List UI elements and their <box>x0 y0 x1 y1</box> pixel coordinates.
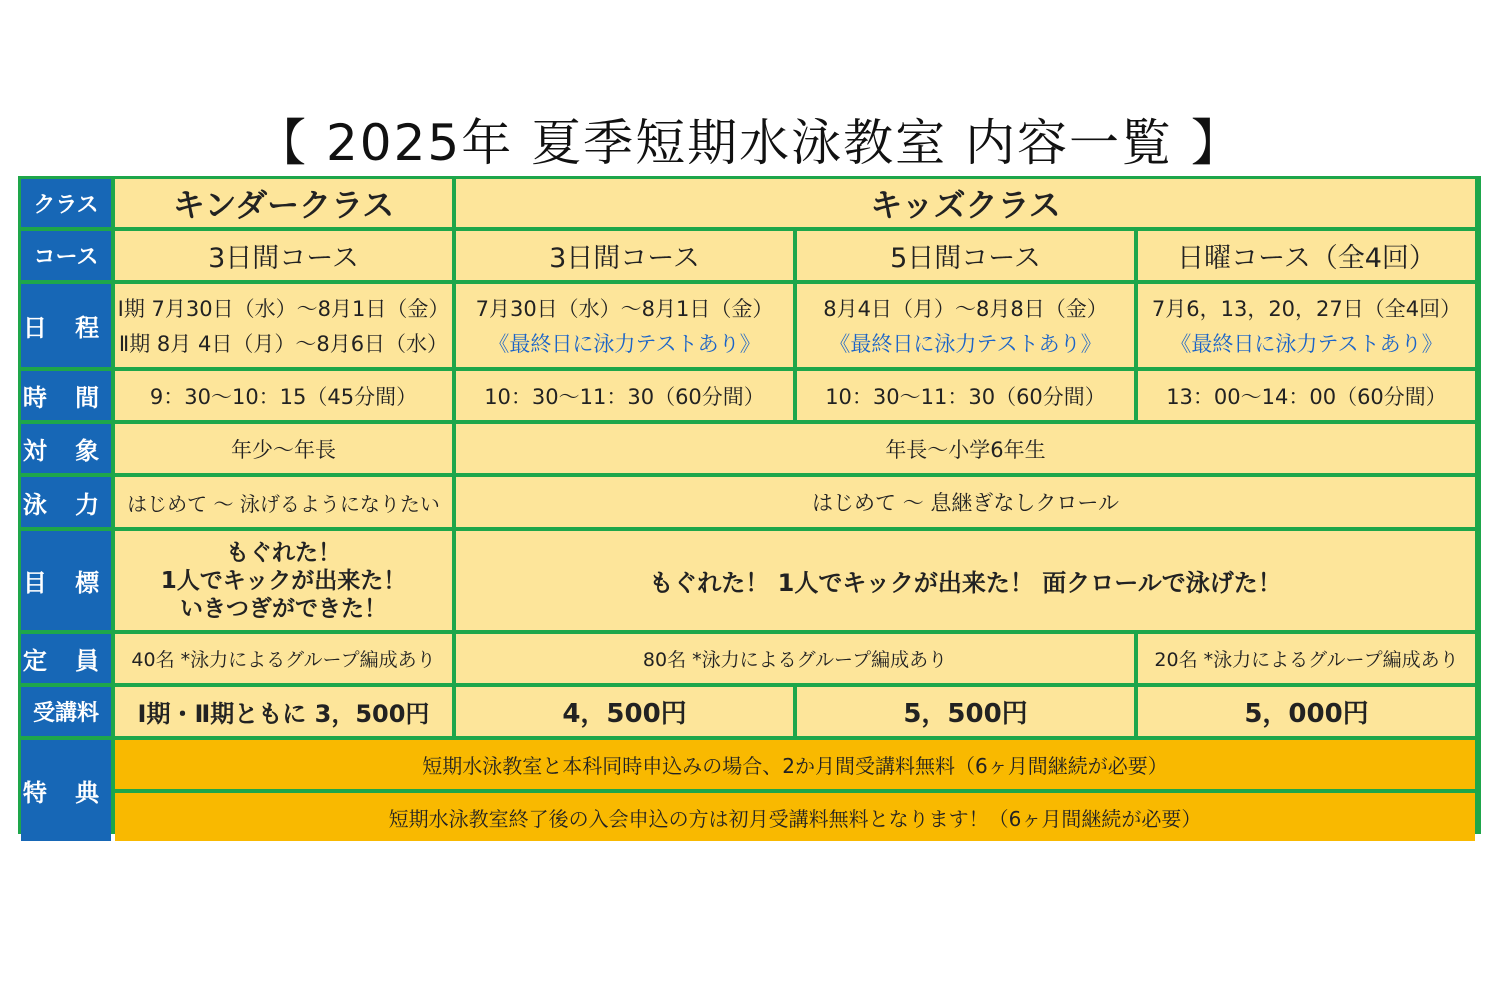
kinder-course-3day: 3日間コース <box>115 231 452 280</box>
row-label-schedule: 日 程 <box>21 284 111 367</box>
kinder-goal-line2: 1人でキックが出来た！ <box>160 567 407 594</box>
kinder-schedule-period2: Ⅱ期 8月 4日（月）～8月6日（水） <box>118 332 449 357</box>
kids-weekday-capacity: 80名 *泳力によるグループ編成あり <box>456 634 1134 683</box>
row-label-goal: 目 標 <box>21 531 111 630</box>
kinder-goal-cell <box>115 531 452 630</box>
kids-sunday-capacity: 20名 *泳力によるグループ編成あり <box>1138 634 1475 683</box>
kids-course-sunday: 日曜コース（全4回） <box>1138 231 1475 280</box>
page-title: 【 2025年 夏季短期水泳教室 内容一覧 】 <box>256 114 1243 172</box>
kids-5day-fee: 5，500円 <box>797 687 1134 736</box>
row-label-time: 時 間 <box>21 371 111 420</box>
kids-3day-schedule-cell <box>456 284 793 367</box>
kinder-target: 年少～年長 <box>115 424 452 473</box>
kids-course-5day: 5日間コース <box>797 231 1134 280</box>
perk-item-2: 短期水泳教室終了後の入会申込の方は初月受講料無料となります！（6ヶ月間継続が必要） <box>115 793 1475 841</box>
course-table <box>18 176 1481 834</box>
row-label-capacity: 定 員 <box>21 634 111 683</box>
kinder-goal-line1: もぐれた！ <box>226 539 341 566</box>
kids-class-header: キッズクラス <box>456 179 1475 227</box>
kids-3day-test-note: 《最終日に泳力テストあり》 <box>488 332 761 357</box>
row-label-course: コース <box>21 231 111 280</box>
row-label-fee: 受講料 <box>21 687 111 736</box>
kinder-class-header: キンダークラス <box>115 179 452 227</box>
kinder-time: 9：30～10：15（45分間） <box>115 371 452 420</box>
kinder-ability: はじめて ～ 泳げるようになりたい <box>115 477 452 527</box>
row-label-class: クラス <box>21 179 111 227</box>
kids-course-3day: 3日間コース <box>456 231 793 280</box>
kids-sunday-fee: 5，000円 <box>1138 687 1475 736</box>
kids-sunday-schedule-cell <box>1138 284 1475 367</box>
kids-target: 年長～小学6年生 <box>456 424 1475 473</box>
row-label-ability: 泳 力 <box>21 477 111 527</box>
row-label-perks: 特 典 <box>21 740 111 841</box>
kids-5day-schedule-cell <box>797 284 1134 367</box>
kids-5day-dates: 8月4日（月）～8月8日（金） <box>823 296 1108 321</box>
perk-item-1: 短期水泳教室と本科同時申込みの場合、2か月間受講料無料（6ヶ月間継続が必要） <box>115 740 1475 789</box>
kinder-capacity: 40名 *泳力によるグループ編成あり <box>115 634 452 683</box>
kinder-goal-line3: いきつぎができた！ <box>180 595 387 622</box>
kinder-fee: Ⅰ期・Ⅱ期ともに 3，500円 <box>115 687 452 736</box>
kids-3day-fee: 4，500円 <box>456 687 793 736</box>
kids-sunday-dates: 7月6，13，20，27日（全4回） <box>1151 296 1462 321</box>
kinder-schedule-cell <box>115 284 452 367</box>
kids-sunday-test-note: 《最終日に泳力テストあり》 <box>1170 332 1443 357</box>
kids-3day-dates: 7月30日（水）～8月1日（金） <box>475 296 774 321</box>
kids-ability: はじめて ～ 息継ぎなしクロール <box>456 477 1475 527</box>
kinder-schedule-period1: Ⅰ期 7月30日（水）～8月1日（金） <box>117 296 450 321</box>
kids-sunday-time: 13：00～14：00（60分間） <box>1138 371 1475 420</box>
kids-5day-test-note: 《最終日に泳力テストあり》 <box>829 332 1102 357</box>
kids-5day-time: 10：30～11：30（60分間） <box>797 371 1134 420</box>
kids-3day-time: 10：30～11：30（60分間） <box>456 371 793 420</box>
row-label-target: 対 象 <box>21 424 111 473</box>
kids-goal: もぐれた！ 1人でキックが出来た！ 面クロールで泳げた！ <box>456 531 1475 630</box>
